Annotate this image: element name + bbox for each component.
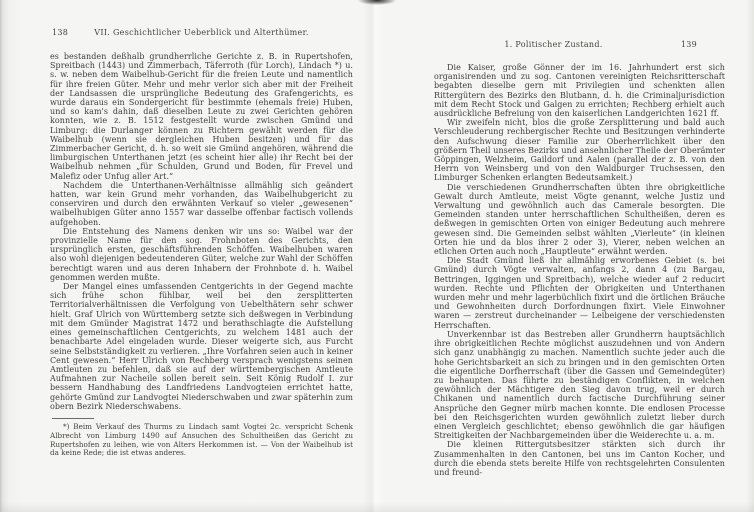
left-page-header — [50, 28, 353, 39]
paragraph: Die Stadt Gmünd ließ ihr allmählig erworbenes Gebiet (s. bei Gmünd) durch Vögte verwalten, anfangs 2, dann 4 (zu Bargau, Bettringen, Iggingen und Spreitbach), welche wieder auf 2 reducirt wurden. Rechte und Pflichten der Obrigkeiten und Unterthanen wurden mehr und mehr lagerbüchlich fixirt und die örtlichen Bräuche und Gewohnheiten durch Dorfordnungen fixirt. Viele Einwohner waren — zerstreut durcheinander — Leibeigene der verschiedensten Herrschaften. — [434, 256, 725, 330]
book-gutter-shadow — [362, 0, 384, 512]
paragraph: Die Entstehung des Namens denken wir uns so: Waibel war der provinzielle Name für den sog. Frohnboten des Gerichts, den ursprünglich ersten, geschäftsführenden Schöffen. Waibelhuben waren also wohl diejenigen bedeutenderen Güter, welche zur Wahl der Schöffen berechtigt waren und aus deren Inhabern der Frohnbote d. h. Waibel genommen werden mußte. — [50, 226, 353, 282]
paragraph: Die kleinen Rittergutsbesitzer stärkten sich durch ihr Zusammenhalten in den Cantonen, bei uns im Canton Kocher, und durch die ebenda stets bereite Hilfe von rechtsgelehrten Consulenten und freund- — [434, 440, 725, 477]
right-page — [434, 40, 725, 477]
paragraph: Die verschiedenen Grundherrschaften übten ihre obrigkeitliche Gewalt durch Amtleute, meist Vögte genannt, welche Justiz und Verwaltung und gewöhnlich auch das Camerale besorgten. Die Gemeinden standen unter herrschaftlichen Schultheißen, deren es deßwegen in gemischten Orten von einiger Bedeutung auch mehrere gewesen sind. Die Gemeinden selbst wählten „Vierleute“ (in kleinen Orten hie und da blos ihrer 2 oder 3), Vierer, neben welchen an etlichen Orten auch noch „Hauptleute“ erwähnt werden. — [434, 182, 725, 257]
left-page-number: 138 — [52, 28, 69, 37]
right-page-text — [434, 63, 725, 477]
left-page-text — [50, 52, 353, 411]
right-running-header: 1. Politischer Zustand. — [504, 40, 603, 49]
footnote-separator — [52, 418, 94, 419]
paragraph: Der Mangel eines umfassenden Centgerichts in der Gegend machte sich frühe schon fühlbar, weil bei den zersplitterten Territorialverhältnissen die Verfolgung von Uebelthätern sehr schwer hielt. Graf Ulrich von Württemberg setzte sich deßwegen in Verbindung mit dem Gmünder Magistrat 1472 und berathschlagte die Aufstellung eines gemeinschaftlichen Centgerichts, zu welchem 1481 auch der benachbarte Adel eingeladen wurde. Dieser weigerte sich, aus Furcht seine Selbstständigkeit zu verlieren. „Ihre Vorfahren seien auch in keiner Cent gewesen.“ Herr Ulrich von Rechberg versprach wenigstens seinen Amtleuten zu befehlen, daß sie auf der württembergischen Amtleute Aufmahnen zur Nacheile sollen bereit sein. Seit König Rudolf I. zur bessern Handhabung des Landfriedens Landvogteien errichtet hatte, gehörte Gmünd zur Landvogtei Niederschwaben und zwar späterhin zum obern Bezirk Niederschwabens. — [50, 282, 353, 411]
paragraph: Wir zweifeln nicht, blos die große Zersplitterung und bald auch Verschleuderung rechbergischer Rechte und Besitzungen verhinderte den Aufschwung dieser Familie zur Oberherrlichkeit über den größern Theil unseres Bezirks und ansehnlicher Theile der Oberämter Göppingen, Welzheim, Gaildorf und Aalen (parallel der z. B. von den Herrn von Weinsberg und von den Waldburger Truchsessen, den Limburger Schenken erlangten Bedeutsamkeit.) — [434, 118, 725, 183]
binding-mark — [358, 0, 396, 5]
right-page-number: 139 — [680, 40, 697, 49]
scan-right-shadow — [746, 0, 754, 512]
footnote: *) Beim Verkauf des Thurms zu Lindach samt Vogtei 2c. verspricht Schenk Albrecht von Limburg 1490 auf Ansuchen des Schultheißen das Gericht zu Rupertshofen zu leihen, wie von Alters Herkommen ist. — Von der Waibelhub ist da keine Rede; die ist etwas anderes. — [50, 421, 353, 458]
left-running-header: VII. Geschichtlicher Ueberblick und Alterthümer. — [94, 28, 309, 37]
paragraph: Die Kaiser, große Gönner der im 16. Jahrhundert erst sich organisirenden und zu sog. Cantonen vereinigten Reichsritterschaft begabten dieselbe gern mit Privilegien und schenkten allen Rittergütern des Bezirks den Blutbann, d. h. die Criminaljurisdiction mit dem Recht Stock und Galgen zu errichten; Rechberg erhielt auch ausdrückliche Befreiung von den kaiserlichen Landgerichten 1621 ff. — [434, 63, 725, 119]
left-page — [50, 28, 353, 458]
right-page-header — [434, 40, 725, 51]
paragraph: es bestanden deßhalb grundherrliche Gerichte z. B. in Rupertshofen, Spreitbach (1443) und Zimmerbach, Täferroth (für Lorch), Lindach *) u. s. w. neben dem Waibelhub-Gericht für die freien Leute und namentlich für ihre freien Güter. Mehr und mehr verlor sich aber mit der Freiheit der Landsassen die ursprüngliche Bedeutung des Grafengerichts, es wurde daraus ein Sondergericht für bestimmte (ehemals freie) Huben, und so kam's dahin, daß dieselben Leute zu zwei Gerichten gehören konnten, wie z. B. 1512 festgestellt wurde zwischen Gmünd und Limburg: die Durlanger können zu Richtern gewählt werden für die Waibelhub (wenn sie dergleichen Huben besitzen) und für das Zimmerbacher Gericht, d. h. so weit sie Gmünd angehören, während die limburgischen Unterthanen jetzt (es scheint hier alle) ihr Recht bei der Waibelhub nehmen „für Schulden, Grund und Boden, für Frevel und Malefiz oder Unfug aller Art.“ — [50, 52, 353, 181]
paragraph: Unverkennbar ist das Bestreben aller Grundherrn hauptsächlich ihre obrigkeitlichen Rechte möglichst auszudehnen und von Andern sich ganz unabhängig zu machen. Namentlich suchte jeder auch die hohe Gerichtsbarkeit an sich zu bringen und in den gemischten Orten die eigentliche Dorfherrschaft (über die Gassen und Gemeindegüter) zu behaupten. Das führte zu beständigen Conflikten, in welchen gewöhnlich der Mächtigere den Sieg davon trug, weil er durch Chikanen und namentlich durch factische Durchführung seiner Ansprüche den Gegner mürb machen konnte. Die endlosen Processe bei den Reichsgerichten wurden gewöhnlich zuletzt lieber durch einen Vergleich geschlichtet; ebenso gewöhnlich die gar häufigen Streitigkeiten der Nachbargemeinden über die Weiderechte u. a. m. — [434, 329, 725, 441]
scan-bottom-shadow — [0, 502, 754, 512]
paragraph: Nachdem die Unterthanen-Verhältnisse allmählig sich geändert hatten, war kein Grund mehr vorhanden, das Waibelhubgericht zu conserviren und durch den erwähnten Verkauf so vieler „gewesenen“ waibelhubigen Güter anno 1557 war dasselbe offenbar factisch vollends aufgehoben. — [50, 180, 353, 227]
scan-left-edge-shadow — [0, 0, 22, 512]
